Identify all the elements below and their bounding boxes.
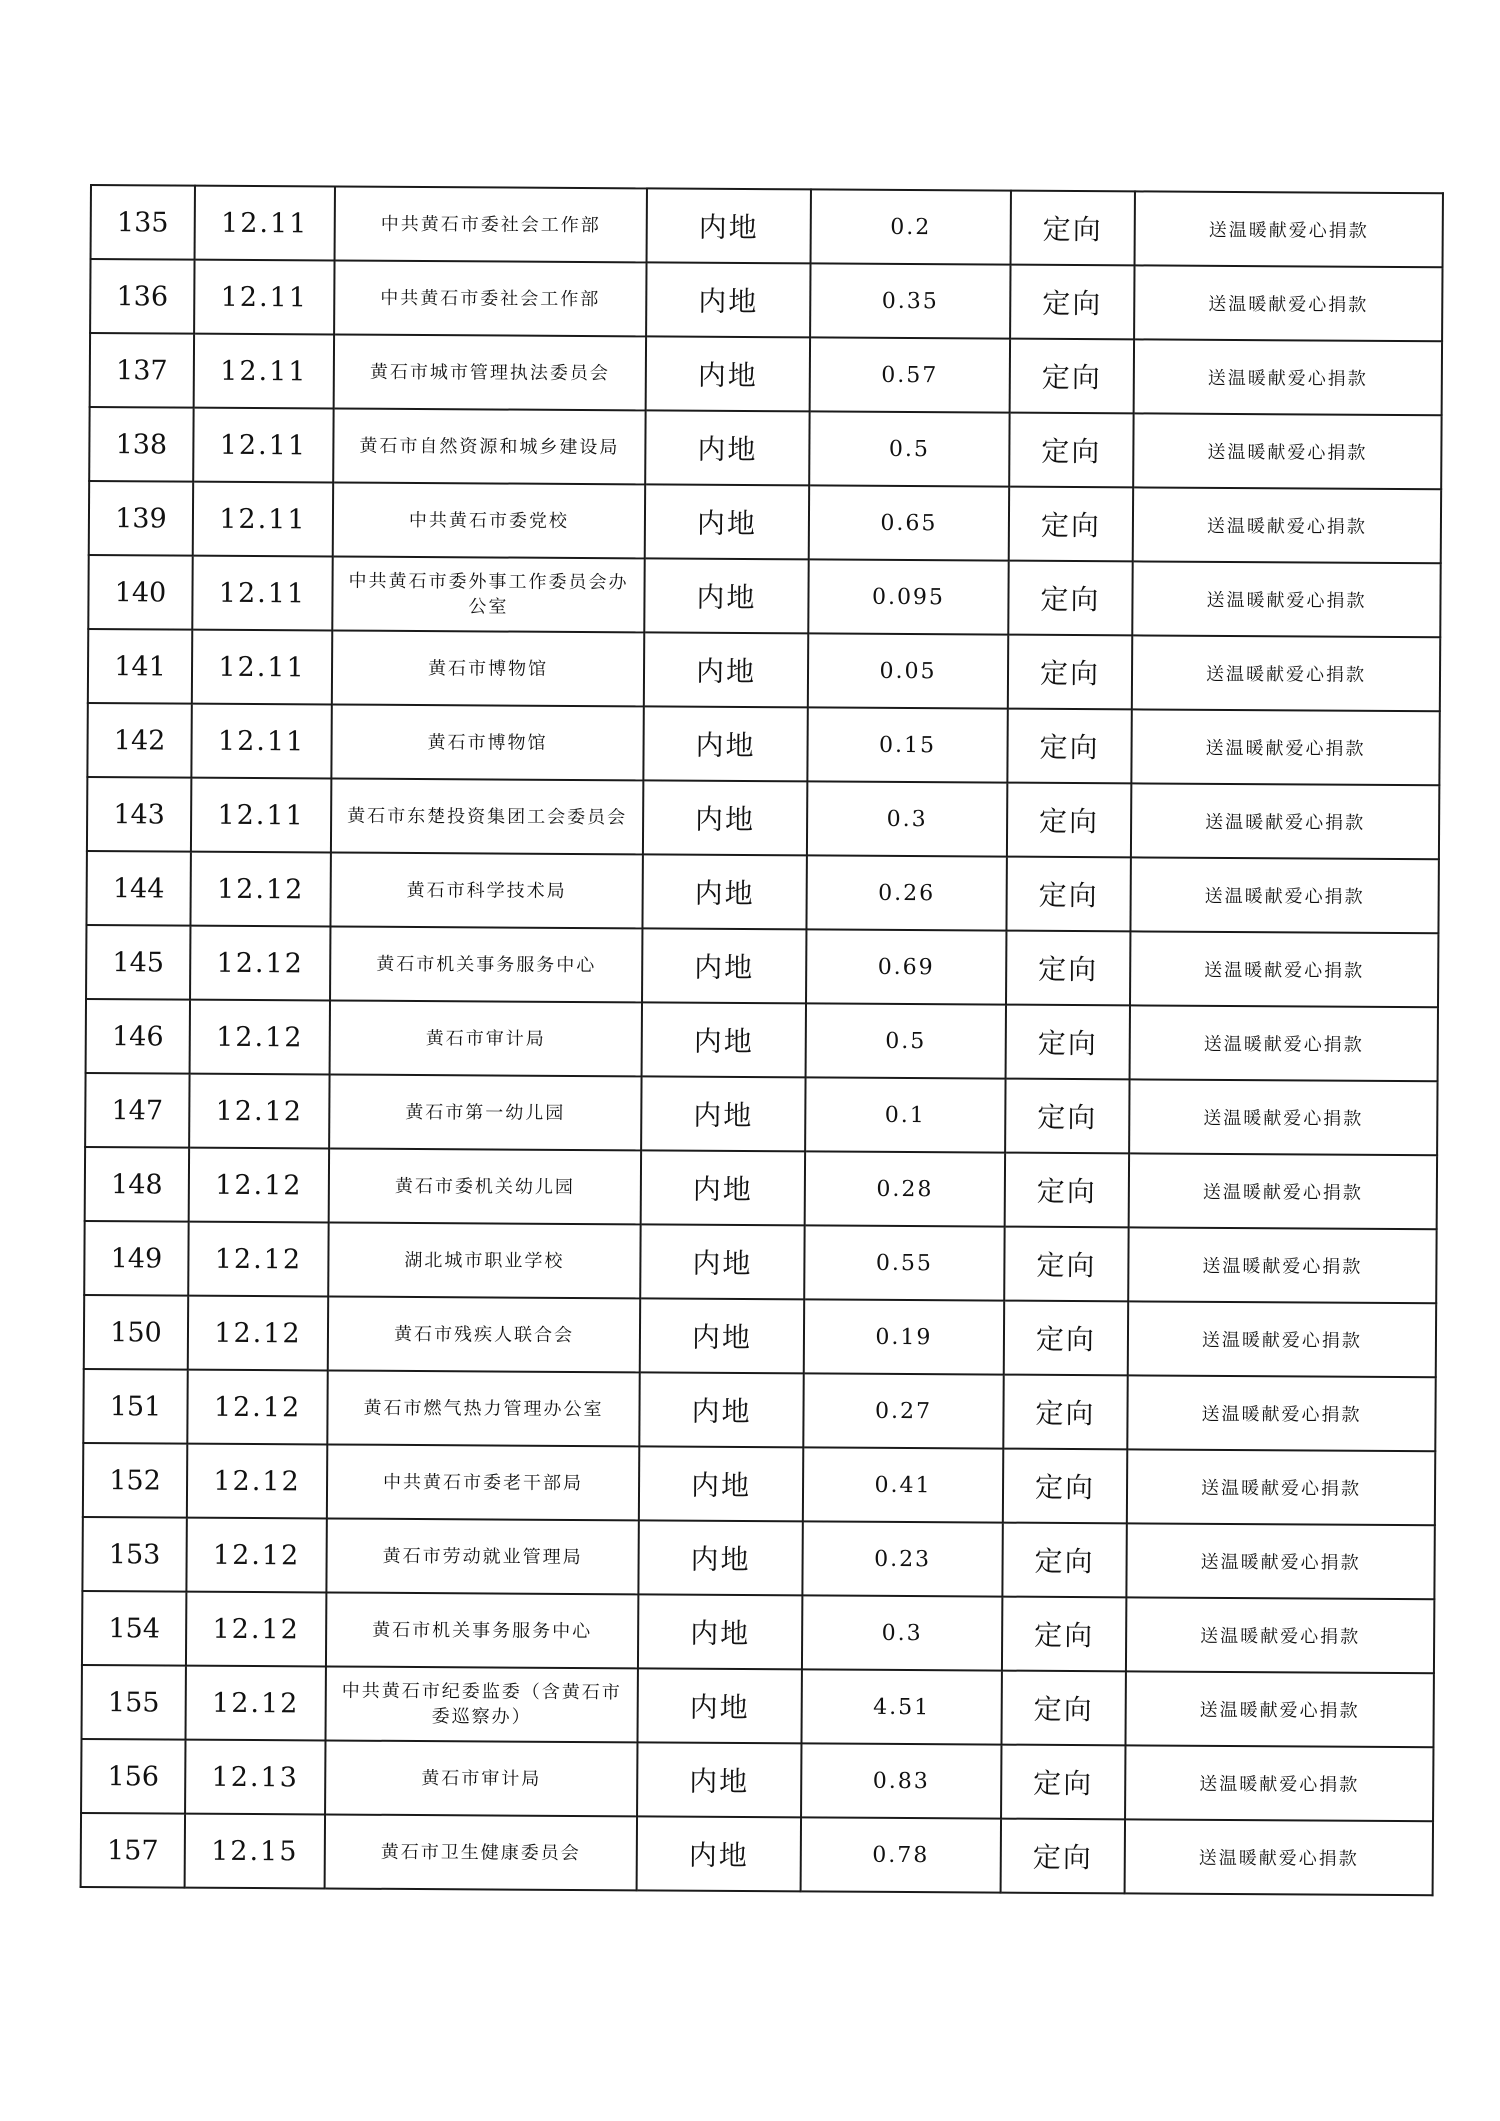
table-row — [90, 259, 1442, 341]
table-row — [84, 1221, 1436, 1303]
row-number: 140 — [88, 555, 192, 630]
donation-amount: 0.2 — [811, 189, 1011, 264]
table-row — [83, 1369, 1435, 1451]
donation-date: 12.12 — [187, 1444, 327, 1519]
donation-amount: 0.3 — [807, 781, 1007, 856]
donation-date: 12.12 — [187, 1370, 327, 1445]
donation-type: 定向 — [1008, 561, 1132, 636]
donation-type: 定向 — [1008, 635, 1132, 710]
donation-amount: 0.05 — [808, 633, 1008, 708]
donation-type: 定向 — [1011, 191, 1135, 266]
donation-amount: 0.78 — [801, 1817, 1001, 1892]
donation-date: 12.12 — [189, 1148, 329, 1223]
donor-region: 内地 — [643, 780, 807, 855]
donor-name: 黄石市机关事务服务中心 — [330, 926, 642, 1002]
donor-region: 内地 — [642, 928, 806, 1003]
table-row — [85, 1073, 1437, 1155]
donation-type: 定向 — [1004, 1301, 1128, 1376]
donation-type: 定向 — [1001, 1671, 1125, 1746]
donor-region: 内地 — [638, 1520, 802, 1595]
table-row — [83, 1443, 1435, 1525]
donor-name: 湖北城市职业学校 — [328, 1222, 640, 1298]
donor-name: 中共黄石市委党校 — [333, 482, 645, 558]
donation-type: 定向 — [1005, 1079, 1129, 1154]
donor-region: 内地 — [639, 1446, 803, 1521]
donor-region: 内地 — [641, 1150, 805, 1225]
donation-amount: 0.095 — [808, 559, 1008, 634]
donation-type: 定向 — [1005, 1153, 1129, 1228]
donation-amount: 0.5 — [806, 1003, 1006, 1078]
donor-region: 内地 — [646, 262, 810, 337]
donation-purpose: 送温暖献爱心捐款 — [1131, 783, 1439, 859]
row-number: 153 — [82, 1517, 186, 1592]
donor-name: 中共黄石市委老干部局 — [327, 1444, 639, 1520]
donation-date: 12.15 — [185, 1814, 325, 1889]
table-row — [82, 1591, 1434, 1673]
donation-amount: 0.69 — [806, 929, 1006, 1004]
donation-type: 定向 — [1010, 265, 1134, 340]
donation-type: 定向 — [1010, 339, 1134, 414]
donation-amount: 0.5 — [809, 411, 1009, 486]
donor-name: 黄石市燃气热力管理办公室 — [327, 1370, 639, 1446]
donor-region: 内地 — [640, 1224, 804, 1299]
donor-region: 内地 — [646, 336, 810, 411]
row-number: 155 — [82, 1665, 186, 1740]
table-row — [86, 851, 1438, 933]
donation-amount: 0.1 — [805, 1077, 1005, 1152]
row-number: 151 — [83, 1369, 187, 1444]
donation-purpose: 送温暖献爱心捐款 — [1125, 1745, 1433, 1821]
donation-date: 12.11 — [194, 260, 334, 335]
donor-region: 内地 — [637, 1742, 801, 1817]
row-number: 145 — [86, 925, 190, 1000]
donation-purpose: 送温暖献爱心捐款 — [1129, 1153, 1437, 1229]
donation-date: 12.12 — [185, 1666, 325, 1741]
donation-type: 定向 — [1001, 1819, 1125, 1894]
donation-type: 定向 — [1002, 1523, 1126, 1598]
donation-amount: 0.3 — [802, 1595, 1002, 1670]
row-number: 139 — [89, 481, 193, 556]
donor-name: 中共黄石市委社会工作部 — [334, 260, 646, 336]
donation-date: 12.13 — [185, 1740, 325, 1815]
donor-name: 中共黄石市委外事工作委员会办公室 — [332, 556, 644, 632]
donation-type: 定向 — [1006, 857, 1130, 932]
donation-purpose: 送温暖献爱心捐款 — [1134, 339, 1442, 415]
donor-region: 内地 — [645, 410, 809, 485]
donor-region: 内地 — [640, 1298, 804, 1373]
donation-amount: 0.55 — [804, 1225, 1004, 1300]
donor-region: 内地 — [643, 706, 807, 781]
donation-purpose: 送温暖献爱心捐款 — [1135, 191, 1443, 267]
donation-date: 12.12 — [186, 1592, 326, 1667]
donor-region: 内地 — [637, 1668, 801, 1743]
donation-purpose: 送温暖献爱心捐款 — [1128, 1301, 1436, 1377]
row-number: 137 — [90, 333, 194, 408]
donation-date: 12.11 — [195, 186, 335, 261]
row-number: 150 — [84, 1295, 188, 1370]
donor-name: 黄石市博物馆 — [332, 630, 644, 706]
donation-date: 12.11 — [193, 482, 333, 557]
donation-amount: 0.57 — [810, 337, 1010, 412]
donation-amount: 0.35 — [810, 263, 1010, 338]
donation-purpose: 送温暖献爱心捐款 — [1127, 1375, 1435, 1451]
donor-name: 黄石市机关事务服务中心 — [326, 1592, 638, 1668]
donation-amount: 0.23 — [802, 1521, 1002, 1596]
row-number: 144 — [86, 851, 190, 926]
donor-name: 黄石市卫生健康委员会 — [325, 1814, 637, 1890]
table-row — [82, 1665, 1434, 1747]
donor-name: 黄石市残疾人联合会 — [328, 1296, 640, 1372]
donation-date: 12.12 — [188, 1222, 328, 1297]
table-row — [86, 999, 1438, 1081]
donor-name: 黄石市科学技术局 — [330, 852, 642, 928]
donation-date: 12.12 — [188, 1296, 328, 1371]
row-number: 135 — [91, 185, 195, 260]
donation-type: 定向 — [1004, 1227, 1128, 1302]
donor-name: 中共黄石市纪委监委（含黄石市委巡察办） — [325, 1666, 637, 1742]
table-row — [82, 1517, 1434, 1599]
table-row — [89, 481, 1441, 563]
row-number: 143 — [87, 777, 191, 852]
donation-date: 12.11 — [193, 408, 333, 483]
row-number: 141 — [88, 629, 192, 704]
donation-purpose: 送温暖献爱心捐款 — [1132, 635, 1440, 711]
donor-name: 黄石市第一幼儿园 — [329, 1074, 641, 1150]
table-row — [85, 1147, 1437, 1229]
donation-purpose: 送温暖献爱心捐款 — [1131, 709, 1439, 785]
donation-purpose: 送温暖献爱心捐款 — [1130, 931, 1438, 1007]
row-number: 146 — [86, 999, 190, 1074]
donor-region: 内地 — [638, 1594, 802, 1669]
donation-table — [80, 184, 1444, 1896]
donor-region: 内地 — [644, 558, 808, 633]
donation-purpose: 送温暖献爱心捐款 — [1132, 561, 1440, 637]
row-number: 148 — [85, 1147, 189, 1222]
donation-purpose: 送温暖献爱心捐款 — [1128, 1227, 1436, 1303]
row-number: 149 — [84, 1221, 188, 1296]
donation-purpose: 送温暖献爱心捐款 — [1127, 1449, 1435, 1525]
donation-type: 定向 — [1007, 783, 1131, 858]
table-row — [91, 185, 1443, 267]
donor-name: 黄石市东楚投资集团工会委员会 — [331, 778, 643, 854]
row-number: 152 — [83, 1443, 187, 1518]
donation-amount: 0.19 — [804, 1299, 1004, 1374]
row-number: 147 — [85, 1073, 189, 1148]
donor-name: 黄石市委机关幼儿园 — [329, 1148, 641, 1224]
donation-date: 12.12 — [189, 1074, 329, 1149]
donation-purpose: 送温暖献爱心捐款 — [1126, 1523, 1434, 1599]
donor-region: 内地 — [644, 632, 808, 707]
donation-date: 12.11 — [194, 334, 334, 409]
donation-date: 12.12 — [190, 1000, 330, 1075]
donation-purpose: 送温暖献爱心捐款 — [1133, 413, 1441, 489]
donation-purpose: 送温暖献爱心捐款 — [1130, 857, 1438, 933]
donor-name: 黄石市劳动就业管理局 — [326, 1518, 638, 1594]
table-row — [86, 925, 1438, 1007]
donation-amount: 0.27 — [803, 1373, 1003, 1448]
row-number: 154 — [82, 1591, 186, 1666]
donor-region: 内地 — [645, 484, 809, 559]
donation-date: 12.11 — [191, 704, 331, 779]
row-number: 138 — [89, 407, 193, 482]
table-row — [88, 555, 1440, 637]
donation-type: 定向 — [1006, 931, 1130, 1006]
donation-date: 12.12 — [190, 852, 330, 927]
donation-purpose: 送温暖献爱心捐款 — [1129, 1079, 1437, 1155]
donation-type: 定向 — [1002, 1597, 1126, 1672]
donor-region: 内地 — [641, 1076, 805, 1151]
donor-region: 内地 — [642, 1002, 806, 1077]
donation-date: 12.12 — [186, 1518, 326, 1593]
donation-purpose: 送温暖献爱心捐款 — [1125, 1819, 1433, 1895]
donation-date: 12.11 — [191, 778, 331, 853]
donation-date: 12.11 — [192, 556, 332, 631]
donor-region: 内地 — [637, 1816, 801, 1891]
donation-type: 定向 — [1009, 487, 1133, 562]
donation-amount: 0.26 — [806, 855, 1006, 930]
donation-purpose: 送温暖献爱心捐款 — [1125, 1671, 1433, 1747]
donor-name: 黄石市城市管理执法委员会 — [334, 334, 646, 410]
donation-amount: 0.15 — [807, 707, 1007, 782]
donor-name: 黄石市博物馆 — [331, 704, 643, 780]
row-number: 157 — [81, 1813, 185, 1888]
table-row — [88, 629, 1440, 711]
table-row — [89, 407, 1441, 489]
table-row — [90, 333, 1442, 415]
donation-type: 定向 — [1009, 413, 1133, 488]
donation-amount: 0.28 — [805, 1151, 1005, 1226]
donation-purpose: 送温暖献爱心捐款 — [1133, 487, 1441, 563]
table-row — [84, 1295, 1436, 1377]
donor-region: 内地 — [639, 1372, 803, 1447]
donor-name: 中共黄石市委社会工作部 — [335, 186, 647, 262]
donation-type: 定向 — [1006, 1005, 1130, 1080]
donation-type: 定向 — [1003, 1375, 1127, 1450]
donation-purpose: 送温暖献爱心捐款 — [1126, 1597, 1434, 1673]
donation-date: 12.12 — [190, 926, 330, 1001]
donation-amount: 0.41 — [803, 1447, 1003, 1522]
table-row — [81, 1739, 1433, 1821]
donor-name: 黄石市自然资源和城乡建设局 — [333, 408, 645, 484]
donation-amount: 4.51 — [801, 1669, 1001, 1744]
donor-region: 内地 — [647, 188, 811, 263]
row-number: 136 — [90, 259, 194, 334]
donor-region: 内地 — [642, 854, 806, 929]
donation-purpose: 送温暖献爱心捐款 — [1130, 1005, 1438, 1081]
donation-type: 定向 — [1001, 1745, 1125, 1820]
donor-name: 黄石市审计局 — [330, 1000, 642, 1076]
donation-type: 定向 — [1007, 709, 1131, 784]
table-row — [81, 1813, 1433, 1895]
row-number: 156 — [81, 1739, 185, 1814]
donation-amount: 0.65 — [809, 485, 1009, 560]
donation-amount: 0.83 — [801, 1743, 1001, 1818]
donor-name: 黄石市审计局 — [325, 1740, 637, 1816]
row-number: 142 — [87, 703, 191, 778]
donation-purpose: 送温暖献爱心捐款 — [1134, 265, 1442, 341]
table-row — [87, 777, 1439, 859]
table-body — [81, 185, 1443, 1895]
donation-type: 定向 — [1003, 1449, 1127, 1524]
table-row — [87, 703, 1439, 785]
donation-date: 12.11 — [192, 630, 332, 705]
